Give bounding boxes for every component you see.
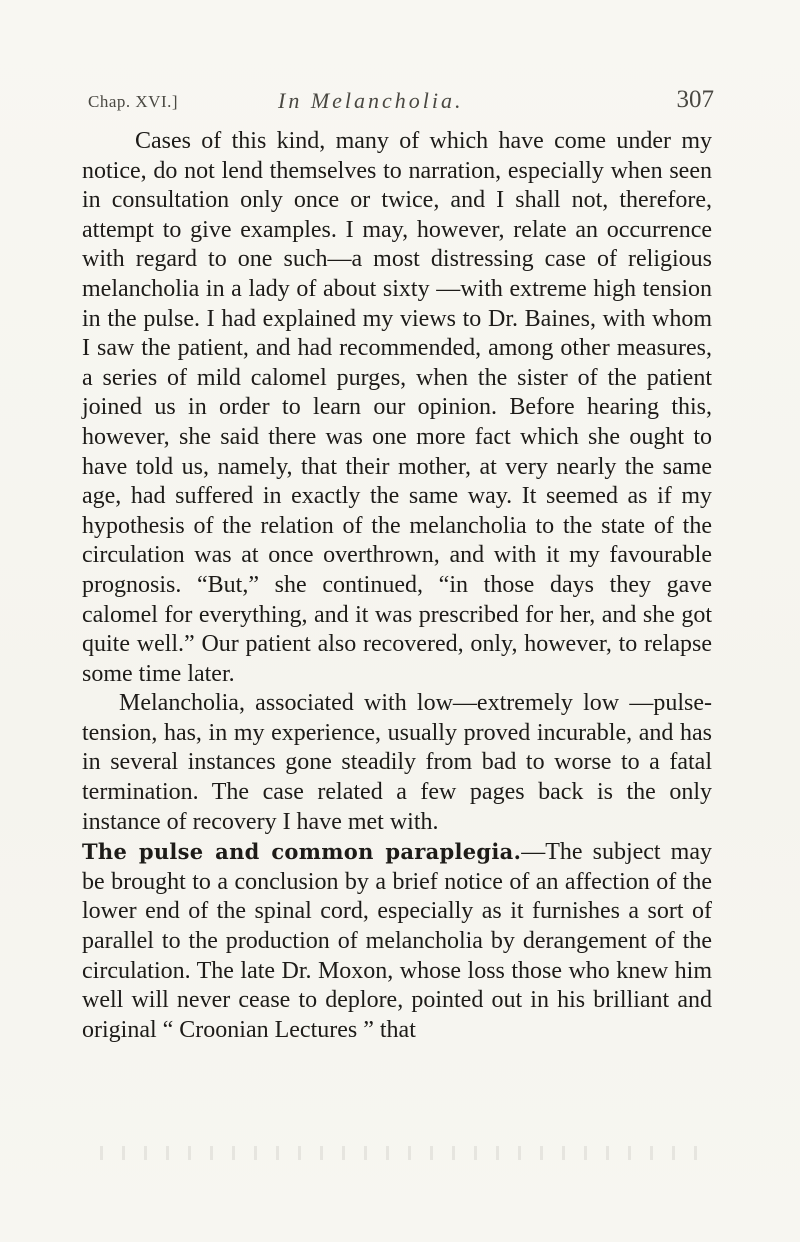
section-body: —The subject may be brought to a conclusion by a brief notice of an affection of the lower end of the spinal cord, especially as it furnishes a sort of parallel to the production of melancholia by derangement of the circulation. The late Dr. Moxon, whose loss those who knew him well will never cease to deplore, pointed out in his brilliant and original “ Croonian Lectures ” that: [82, 839, 712, 1043]
paragraph-paraplegia: [82, 837, 712, 1045]
paragraph-cases: Cases of this kind, many of which have come under my notice, do not lend themselves to narration, especially when seen in consultation only once or twice, and I shall not, therefore, attempt to give examples. I may, however, relate an occurrence with regard to one such—a most distressing case of religious melancholia in a lady of about sixty —with extreme high tension in the pulse. I had explained my views to Dr. Baines, with whom I saw the patient, and had recommended, among other measures, a series of mild calomel purges, when the sister of the patient joined us in order to learn our opinion. Before hearing this, however, she said there was one more fact which she ought to have told us, namely, that their mother, at very nearly the same age, had suffered in exactly the same way. It seemed as if my hypothesis of the relation of the melancholia to the state of the circulation was at once overthrown, and with it my favourable prognosis. “But,” she continued, “in those days they gave calomel for everything, and it was prescribed for her, and she got quite well.” Our patient also recovered, only, however, to relapse some time later.: [82, 128, 712, 687]
page-number: 307: [676, 86, 714, 113]
paragraph-low-tension: Melancholia, associated with low—extremely low —pulse-tension, has, in my experience, usually proved incurable, and has in several instances gone steadily from bad to worse to a fatal termination. The case related a few pages back is the only instance of recovery I have met with.: [82, 690, 712, 835]
running-head: [88, 84, 714, 114]
show-through-marks: [100, 1146, 700, 1160]
running-title: In Melancholia.: [278, 88, 464, 113]
body-text: [82, 127, 712, 1045]
chapter-reference: Chap. XVI.]: [88, 92, 179, 111]
section-heading: The pulse and common paraplegia.: [82, 839, 522, 865]
